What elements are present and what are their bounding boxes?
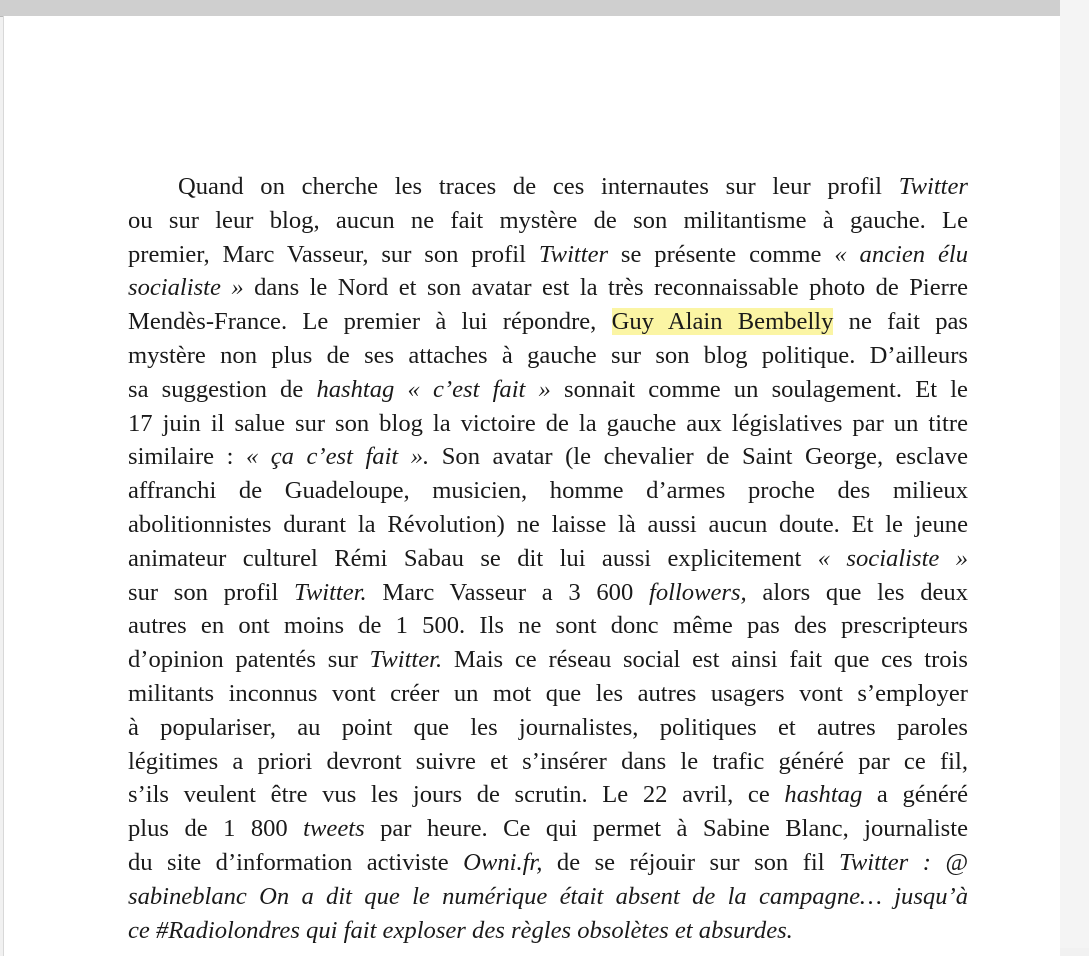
text-line <box>128 407 968 441</box>
italic-text: Twitter : @ <box>839 848 968 876</box>
text-segment: militants inconnus vont créer un mot que les autres usagers vont s’employer <box>128 679 968 707</box>
italic-text: followers, <box>649 578 747 606</box>
text-segment: Marc Vasseur a 3 600 <box>366 578 649 606</box>
text-segment: par heure. Ce qui permet à Sabine Blanc, journaliste <box>364 815 968 843</box>
text-segment: plus de 1 800 <box>128 815 304 843</box>
text-line <box>128 778 968 812</box>
text-segment: similaire : <box>128 443 246 471</box>
text-segment: dans le Nord et son avatar est la très reconnaissable photo de Pierre <box>243 274 968 302</box>
text-line <box>128 508 968 542</box>
text-line <box>128 238 968 272</box>
italic-text: « socialiste » <box>817 544 968 572</box>
text-segment: s’ils veulent être vus les jours de scrutin. Le 22 avril, ce <box>128 781 785 809</box>
text-segment: abolitionnistes durant la Révolution) ne laisse là aussi aucun doute. Et le jeune <box>128 510 968 538</box>
text-line <box>128 440 968 474</box>
text-segment: premier, Marc Vasseur, sur son profil <box>128 240 539 268</box>
text-line <box>128 812 968 846</box>
text-segment: à populariser, au point que les journalistes, politiques et autres paroles <box>128 713 968 741</box>
text-line <box>128 914 968 948</box>
italic-text: Twitter <box>538 240 609 268</box>
text-line <box>128 339 968 373</box>
text-segment: affranchi de Guadeloupe, musicien, homme d’armes proche des milieux <box>128 477 968 505</box>
italic-text: Twitter. <box>294 578 367 606</box>
text-segment: mystère non plus de ses attaches à gauche sur son blog politique. D’ailleurs <box>128 341 968 369</box>
text-line <box>128 373 968 407</box>
text-segment: 17 juin il salue sur son blog la victoire de la gauche aux législatives par un titre <box>128 409 968 437</box>
text-line <box>128 170 968 204</box>
text-segment: Mendès-France. Le premier à lui répondre, <box>128 308 612 336</box>
text-line <box>128 305 968 339</box>
text-segment: d’opinion patentés sur <box>128 646 370 674</box>
text-line <box>128 711 968 745</box>
text-segment: légitimes a priori devront suivre et s’insérer dans le trafic généré par ce fil, <box>128 747 968 775</box>
italic-text: socialiste » <box>128 274 244 302</box>
viewer-top-bar <box>0 0 1060 17</box>
text-segment: ou sur leur blog, aucun ne fait mystère de son militantisme à gauche. Le <box>128 206 968 234</box>
text-segment: animateur culturel Rémi Sabau se dit lui aussi explicitement <box>128 544 818 572</box>
highlighted-text: Guy Alain Bembelly <box>611 308 834 336</box>
italic-text: Twitter <box>898 173 968 200</box>
text-segment: Mais ce réseau social est ainsi fait que ces trois <box>442 646 969 674</box>
text-segment: de se réjouir sur son fil <box>542 848 840 876</box>
text-line <box>128 846 968 880</box>
text-segment: ne fait pas <box>833 308 968 336</box>
italic-text: Twitter. <box>369 646 443 674</box>
text-line <box>128 204 968 238</box>
text-line <box>128 880 968 914</box>
text-line <box>128 474 968 508</box>
text-line <box>128 643 968 677</box>
text-segment: sonnait comme un soulagement. Et le <box>550 375 968 403</box>
text-line <box>128 271 968 305</box>
text-line <box>128 542 968 576</box>
italic-text: hashtag « c’est fait » <box>316 375 551 403</box>
text-segment: se présente comme <box>608 240 835 268</box>
text-segment: du site d’information activiste <box>128 848 464 876</box>
document-page <box>4 16 1060 956</box>
italic-text: sabineblanc On a dit que le numérique était absent de la campagne… jusqu’à <box>128 882 968 910</box>
italic-text: ce #Radiolondres qui fait exploser des règles obsolètes et absurdes. <box>128 916 793 944</box>
page-text[interactable] <box>128 170 968 947</box>
text-segment: a généré <box>862 781 968 809</box>
text-segment: alors que les deux <box>746 578 968 606</box>
viewer-right-margin <box>1060 0 1089 948</box>
text-line <box>128 677 968 711</box>
italic-text: hashtag <box>784 781 863 809</box>
text-line <box>128 609 968 643</box>
italic-text: tweets <box>303 815 365 843</box>
text-line <box>128 576 968 610</box>
italic-text: « ancien élu <box>834 240 968 268</box>
text-segment: autres en ont moins de 1 500. Ils ne sont donc même pas des prescripteurs <box>128 612 968 640</box>
text-segment: sa suggestion de <box>128 375 317 403</box>
text-segment: sur son profil <box>128 578 294 606</box>
italic-text: « ça c’est fait ». <box>245 443 430 471</box>
text-line <box>128 745 968 779</box>
italic-text: Owni.fr, <box>463 848 543 876</box>
text-segment: Quand on cherche les traces de ces internautes sur leur profil <box>178 173 899 200</box>
text-segment: Son avatar (le chevalier de Saint George, esclave <box>429 443 968 471</box>
